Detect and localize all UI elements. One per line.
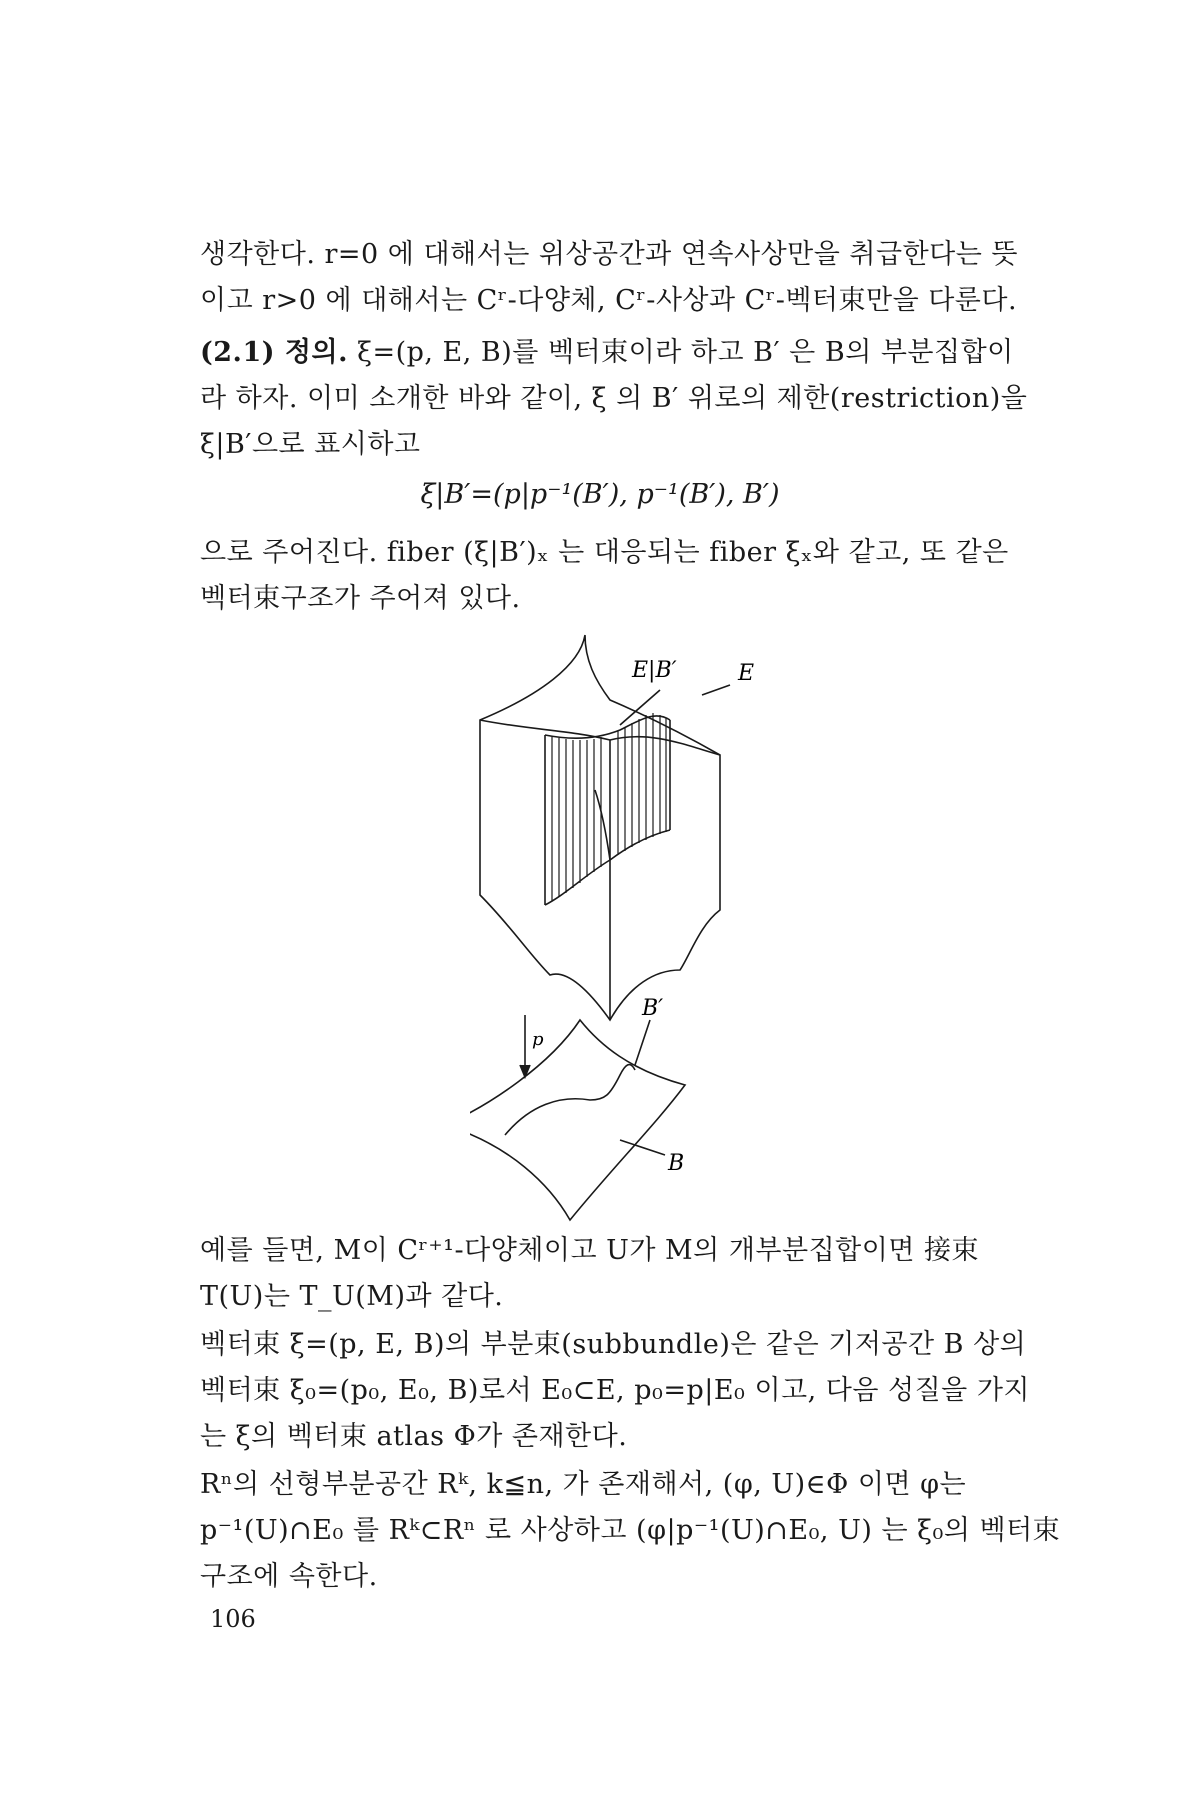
label-b: B	[668, 1151, 685, 1176]
vector-bundle-figure	[470, 625, 810, 1225]
definition-line-2: 라 하자. 이미 소개한 바와 같이, ξ 의 B′ 위로의 제한(restriction)을	[200, 383, 1028, 414]
example-paragraph	[200, 1228, 1065, 1320]
condition-line-1: Rⁿ의 선형부분공간 Rᵏ, k≦n, 가 존재해서, (φ, U)∈Φ 이면 φ는	[200, 1469, 967, 1500]
definition-label: (2.1) 정의.	[200, 337, 348, 368]
fiber-paragraph	[200, 530, 1065, 622]
label-e: E	[738, 661, 755, 686]
intro-line-1: 생각한다. r=0 에 대해서는 위상공간과 연속사상만을 취급한다는 뜻	[200, 239, 1018, 270]
label-p: p	[532, 1029, 544, 1050]
subbundle-line-1: 벡터束 ξ=(p, E, B)의 부분束(subbundle)은 같은 기저공간 B 상의	[200, 1329, 1027, 1360]
cusp-curve	[595, 790, 610, 860]
page-number: 106	[210, 1605, 256, 1633]
projection-arrowhead	[520, 1065, 530, 1077]
subbundle-line-3: 는 ξ의 벡터束 atlas Φ가 존재한다.	[200, 1421, 628, 1452]
top-face-edge	[480, 720, 720, 755]
leader-b-prime	[635, 1020, 650, 1065]
label-e-restricted: E|B′	[632, 658, 677, 683]
definition-line-1-text: ξ=(p, E, B)를 벡터束이라 하고 B′ 은 B의 부분집합이	[348, 337, 1014, 368]
intro-line-2: 이고 r>0 에 대해서는 Cʳ-다양체, Cʳ-사상과 Cʳ-벡터束만을 다룬다.	[200, 285, 1018, 316]
leader-b	[620, 1140, 665, 1155]
definition-paragraph	[200, 330, 1065, 468]
condition-line-2: p⁻¹(U)∩E₀ 를 Rᵏ⊂Rⁿ 로 사상하고 (φ|p⁻¹(U)∩E₀, U) 는 ξ₀의 벡터束	[200, 1515, 1061, 1546]
restriction-formula: ξ|B′=(p|p⁻¹(B′), p⁻¹(B′), B′)	[420, 479, 780, 510]
leader-e	[702, 685, 730, 695]
subbundle-line-2: 벡터束 ξ₀=(p₀, E₀, B)로서 E₀⊂E, p₀=p|E₀ 이고, 다음 성질을 가지	[200, 1375, 1031, 1406]
hatching	[552, 713, 666, 901]
example-line-2: T(U)는 T_U(M)과 같다.	[200, 1281, 504, 1312]
definition-line-3: ξ|B′으로 표시하고	[200, 429, 421, 460]
subbundle-paragraph	[200, 1322, 1065, 1460]
fiber-line-1: 으로 주어진다. fiber (ξ|B′)ₓ 는 대응되는 fiber ξₓ와 같고, 또 같은	[200, 537, 1009, 568]
condition-line-3: 구조에 속한다.	[200, 1561, 378, 1592]
fiber-line-2: 벡터束구조가 주어져 있다.	[200, 583, 521, 614]
definition-line-1	[200, 330, 1065, 376]
label-b-prime: B′	[642, 996, 664, 1021]
intro-paragraph	[200, 232, 1065, 324]
example-line-1: 예를 들면, M이 Cʳ⁺¹-다양체이고 U가 M의 개부분집합이면 接束	[200, 1235, 979, 1266]
base-space-outline	[470, 1020, 685, 1220]
total-space-outline	[480, 635, 720, 1020]
condition-paragraph	[200, 1462, 1065, 1600]
